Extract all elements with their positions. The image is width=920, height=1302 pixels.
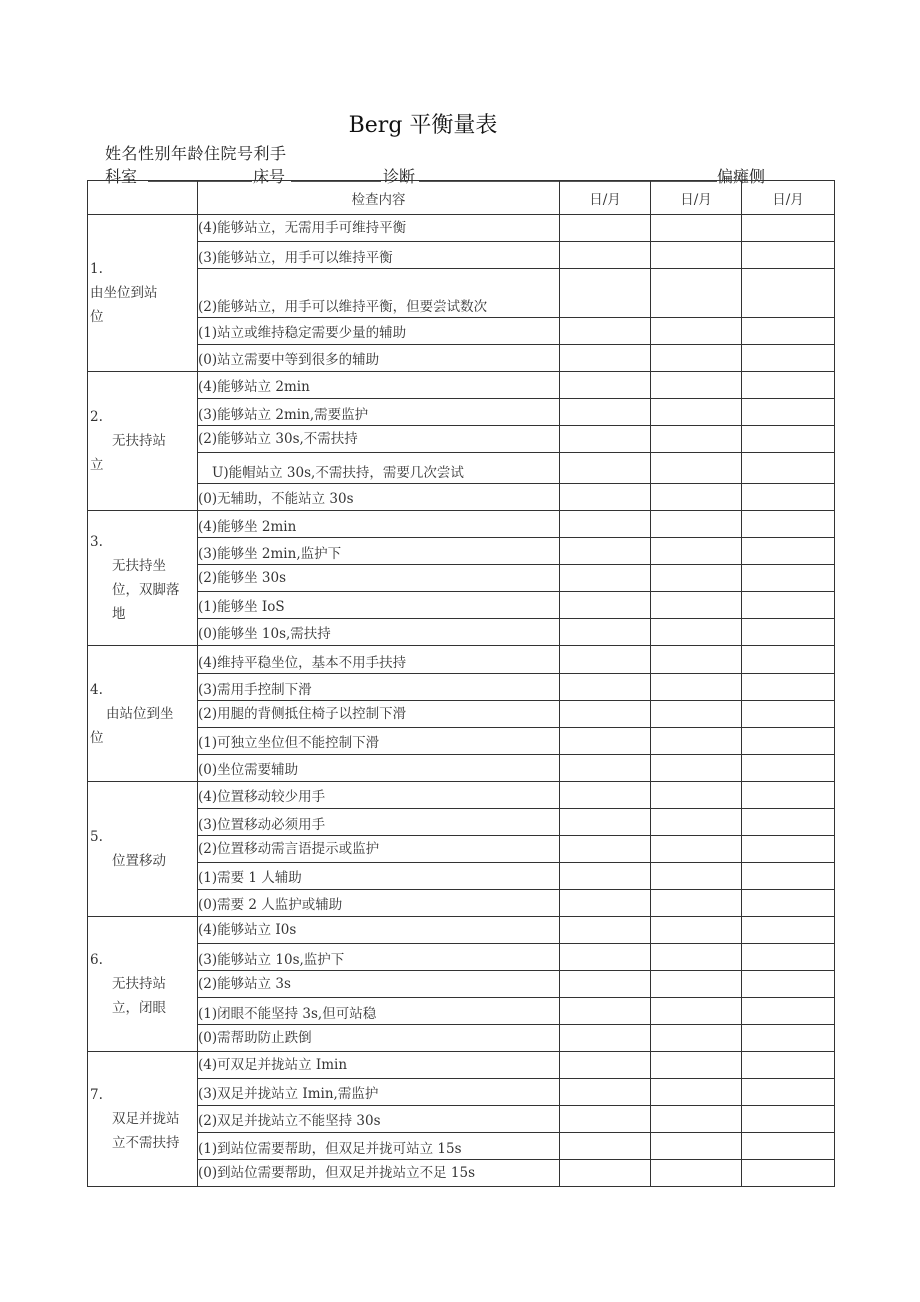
score-cell[interactable]	[742, 345, 835, 372]
table-row	[88, 755, 835, 782]
score-cell[interactable]	[560, 944, 651, 971]
item-text: (0)需帮助防止跌倒	[198, 1025, 560, 1052]
section-name-line: 立	[90, 457, 104, 473]
score-cell[interactable]	[560, 1106, 651, 1133]
score-cell[interactable]	[560, 619, 651, 646]
item-text: (2)位置移动需言语提示或监护	[198, 836, 560, 863]
item-text: (4)位置移动较少用手	[198, 782, 560, 809]
table-row	[88, 592, 835, 619]
score-cell[interactable]	[560, 1133, 651, 1160]
section-7-category	[88, 1052, 198, 1187]
score-cell[interactable]	[651, 538, 742, 565]
score-cell[interactable]	[560, 453, 651, 484]
table-row	[88, 372, 835, 399]
score-cell[interactable]	[560, 1052, 651, 1079]
item-text: (4)维持平稳坐位，基本不用手扶持	[198, 646, 560, 674]
score-cell[interactable]	[742, 619, 835, 646]
section-3-category	[88, 511, 198, 646]
item-text: (2)能够坐 30s	[198, 565, 560, 592]
table-row	[88, 863, 835, 890]
header-date-2: 日/月	[651, 181, 742, 215]
section-number: 6.	[90, 952, 103, 968]
score-cell[interactable]	[742, 426, 835, 453]
score-cell[interactable]	[560, 1025, 651, 1052]
score-cell[interactable]	[742, 701, 835, 728]
score-cell[interactable]	[651, 1025, 742, 1052]
score-cell[interactable]	[651, 809, 742, 836]
score-cell[interactable]	[651, 890, 742, 917]
item-text: (4)能够坐 2min	[198, 511, 560, 538]
score-cell[interactable]	[560, 269, 651, 318]
score-cell[interactable]	[560, 399, 651, 426]
score-cell[interactable]	[651, 453, 742, 484]
score-cell[interactable]	[560, 863, 651, 890]
score-cell[interactable]	[651, 565, 742, 592]
table-row	[88, 944, 835, 971]
header-date-1: 日/月	[560, 181, 651, 215]
section-name-line: 位	[90, 309, 104, 325]
item-text: (3)需用手控制下滑	[198, 674, 560, 701]
score-cell[interactable]	[560, 755, 651, 782]
table-row	[88, 1106, 835, 1133]
header-category-cell	[88, 181, 198, 215]
score-cell[interactable]	[742, 1106, 835, 1133]
score-cell[interactable]	[742, 511, 835, 538]
table-row	[88, 674, 835, 701]
patient-info-line: 姓名性别年龄住院号利手	[105, 144, 287, 163]
score-cell[interactable]	[742, 1079, 835, 1106]
section-name-line: 位	[90, 729, 104, 746]
score-cell[interactable]	[560, 215, 651, 242]
section-name-line: 无扶持站	[112, 976, 166, 992]
section-name-line: 立，闭眼	[112, 1000, 166, 1016]
item-text: (0)到站位需要帮助，但双足并拢站立不足 15s	[198, 1160, 560, 1187]
score-cell[interactable]	[651, 971, 742, 998]
score-cell[interactable]	[742, 944, 835, 971]
bed-label: 床号	[253, 167, 286, 186]
score-cell[interactable]	[742, 565, 835, 592]
score-cell[interactable]	[651, 318, 742, 345]
score-cell[interactable]	[651, 426, 742, 453]
item-text: (1)闭眼不能坚持 3s,但可站稳	[198, 998, 560, 1025]
header-content: 检查内容	[198, 181, 560, 215]
score-cell[interactable]	[560, 971, 651, 998]
score-cell[interactable]	[742, 863, 835, 890]
score-cell[interactable]	[742, 484, 835, 511]
item-text: (4)能够站立 2min	[198, 372, 560, 399]
form-title: Berg 平衡量表	[348, 113, 498, 138]
score-cell[interactable]	[742, 674, 835, 701]
score-cell[interactable]	[560, 728, 651, 755]
section-number: 1.	[90, 261, 103, 277]
section-name-line: 无扶持坐	[112, 558, 166, 574]
table-row	[88, 242, 835, 269]
item-text: (3)能够站立 10s,监护下	[198, 944, 560, 971]
score-cell[interactable]	[651, 399, 742, 426]
score-cell[interactable]	[651, 1133, 742, 1160]
score-cell[interactable]	[742, 318, 835, 345]
section-name-line: 位，双脚落	[112, 582, 180, 598]
score-cell[interactable]	[651, 944, 742, 971]
diagnosis-label: 诊断	[383, 167, 416, 186]
section-6-category	[88, 917, 198, 1052]
section-name-line: 无扶持站	[112, 433, 166, 449]
score-cell[interactable]	[742, 836, 835, 863]
score-cell[interactable]	[651, 484, 742, 511]
score-cell[interactable]	[742, 1025, 835, 1052]
table-row	[88, 1052, 835, 1079]
header-date-3: 日/月	[742, 181, 835, 215]
table-row	[88, 809, 835, 836]
table-row	[88, 1160, 835, 1187]
section-1-category	[88, 215, 198, 372]
item-text: (4)可双足并拢站立 Imin	[198, 1052, 560, 1079]
score-cell[interactable]	[742, 1052, 835, 1079]
score-cell[interactable]	[651, 242, 742, 269]
table-row	[88, 890, 835, 917]
section-name-line: 位置移动	[112, 853, 166, 869]
score-cell[interactable]	[742, 372, 835, 399]
table-row	[88, 782, 835, 809]
section-name-line: 双足并拢站	[112, 1111, 180, 1127]
score-cell[interactable]	[651, 755, 742, 782]
score-cell[interactable]	[651, 1079, 742, 1106]
score-cell[interactable]	[560, 538, 651, 565]
score-cell[interactable]	[742, 453, 835, 484]
item-text: (0)站立需要中等到很多的辅助	[198, 345, 560, 372]
score-cell[interactable]	[742, 592, 835, 619]
item-text: (3)能够站立 2min,需要监护	[198, 399, 560, 426]
score-cell[interactable]	[651, 998, 742, 1025]
item-text: (1)到站位需要帮助，但双足并拢可站立 15s	[198, 1133, 560, 1160]
score-cell[interactable]	[560, 701, 651, 728]
score-cell[interactable]	[742, 998, 835, 1025]
table-row	[88, 453, 835, 484]
table-row	[88, 269, 835, 318]
item-text: (3)位置移动必须用手	[198, 809, 560, 836]
item-text: (2)能够站立 3s	[198, 971, 560, 998]
score-cell[interactable]	[742, 809, 835, 836]
score-cell[interactable]	[742, 269, 835, 318]
table-row	[88, 426, 835, 453]
hemiplegia-label: 偏瘫侧	[717, 167, 766, 186]
table-row	[88, 998, 835, 1025]
item-text: (1)可独立坐位但不能控制下滑	[198, 728, 560, 755]
dept-label: 科室	[105, 167, 138, 186]
item-text: (2)双足并拢站立不能坚持 30s	[198, 1106, 560, 1133]
score-cell[interactable]	[742, 890, 835, 917]
score-cell[interactable]	[560, 646, 651, 674]
score-cell[interactable]	[560, 674, 651, 701]
table-row	[88, 701, 835, 728]
score-cell[interactable]	[651, 836, 742, 863]
table-row	[88, 728, 835, 755]
item-text: (0)坐位需要辅助	[198, 755, 560, 782]
score-cell[interactable]	[651, 619, 742, 646]
score-cell[interactable]	[651, 345, 742, 372]
section-2-category	[88, 372, 198, 511]
score-cell[interactable]	[560, 484, 651, 511]
score-cell[interactable]	[651, 728, 742, 755]
score-cell[interactable]	[651, 269, 742, 318]
score-cell[interactable]	[651, 782, 742, 809]
score-cell[interactable]	[742, 538, 835, 565]
section-number: 2.	[90, 409, 103, 425]
item-text: (4)能够站立，无需用手可维持平衡	[198, 215, 560, 242]
score-cell[interactable]	[742, 782, 835, 809]
table-row	[88, 484, 835, 511]
score-cell[interactable]	[560, 426, 651, 453]
table-row	[88, 215, 835, 242]
section-name-line: 由站位到坐	[106, 705, 174, 722]
section-name-line: 立不需扶持	[112, 1135, 180, 1151]
item-text: (0)需要 2 人监护或辅助	[198, 890, 560, 917]
table-row	[88, 971, 835, 998]
item-text: (2)用腿的背侧抵住椅子以控制下滑	[198, 701, 560, 728]
section-name-line: 地	[112, 606, 126, 622]
score-cell[interactable]	[742, 971, 835, 998]
score-cell[interactable]	[560, 809, 651, 836]
score-cell[interactable]	[651, 674, 742, 701]
table-row	[88, 565, 835, 592]
score-cell[interactable]	[651, 372, 742, 399]
table-row	[88, 1133, 835, 1160]
score-cell[interactable]	[742, 646, 835, 674]
score-cell[interactable]	[742, 1133, 835, 1160]
item-text: (0)无辅助，不能站立 30s	[198, 484, 560, 511]
table-row	[88, 917, 835, 944]
section-name-line: 由坐位到站	[90, 285, 158, 301]
score-cell[interactable]	[651, 1160, 742, 1187]
score-cell[interactable]	[560, 242, 651, 269]
score-cell[interactable]	[560, 782, 651, 809]
section-5-category	[88, 782, 198, 917]
score-cell[interactable]	[560, 592, 651, 619]
item-text: (1)需要 1 人辅助	[198, 863, 560, 890]
table-row	[88, 345, 835, 372]
score-cell[interactable]	[560, 998, 651, 1025]
score-cell[interactable]	[651, 592, 742, 619]
score-cell[interactable]	[651, 646, 742, 674]
score-cell[interactable]	[560, 917, 651, 944]
score-cell[interactable]	[651, 511, 742, 538]
item-text: (1)能够坐 IoS	[198, 592, 560, 619]
table-row	[88, 511, 835, 538]
score-cell[interactable]	[742, 755, 835, 782]
table-header-row	[88, 181, 835, 215]
item-text: (3)双足并拢站立 Imin,需监护	[198, 1079, 560, 1106]
score-cell[interactable]	[651, 917, 742, 944]
score-cell[interactable]	[742, 917, 835, 944]
score-cell[interactable]	[560, 1160, 651, 1187]
table-row	[88, 646, 835, 674]
score-cell[interactable]	[742, 215, 835, 242]
table-row	[88, 836, 835, 863]
score-cell[interactable]	[742, 728, 835, 755]
table-row	[88, 318, 835, 345]
berg-scale-table	[87, 180, 835, 1187]
score-cell[interactable]	[560, 511, 651, 538]
section-number: 4.	[90, 681, 103, 698]
item-text: (1)站立或维持稳定需要少量的辅助	[198, 318, 560, 345]
score-cell[interactable]	[651, 215, 742, 242]
item-text: (3)能够站立，用手可以维持平衡	[198, 242, 560, 269]
table-row	[88, 619, 835, 646]
score-cell[interactable]	[651, 1052, 742, 1079]
table-row	[88, 1025, 835, 1052]
score-cell[interactable]	[560, 836, 651, 863]
score-cell[interactable]	[651, 863, 742, 890]
item-text: (3)能够坐 2min,监护下	[198, 538, 560, 565]
item-text: U)能帽站立 30s,不需扶持，需要几次尝试	[198, 453, 560, 484]
table-row	[88, 1079, 835, 1106]
table-row	[88, 538, 835, 565]
section-number: 7.	[90, 1087, 103, 1103]
score-cell[interactable]	[560, 890, 651, 917]
item-text: (2)能够站立 30s,不需扶持	[198, 426, 560, 453]
score-cell[interactable]	[560, 565, 651, 592]
score-cell[interactable]	[651, 1106, 742, 1133]
score-cell[interactable]	[651, 701, 742, 728]
section-number: 5.	[90, 829, 103, 845]
score-cell[interactable]	[560, 345, 651, 372]
section-number: 3.	[90, 534, 103, 550]
score-cell[interactable]	[560, 1079, 651, 1106]
item-text: (4)能够站立 I0s	[198, 917, 560, 944]
item-text: (0)能够坐 10s,需扶持	[198, 619, 560, 646]
item-text: (2)能够站立，用手可以维持平衡，但要尝试数次	[198, 269, 560, 318]
score-cell[interactable]	[560, 318, 651, 345]
score-cell[interactable]	[742, 399, 835, 426]
score-cell[interactable]	[742, 242, 835, 269]
score-cell[interactable]	[560, 372, 651, 399]
table-row	[88, 399, 835, 426]
score-cell[interactable]	[742, 1160, 835, 1187]
section-4-category	[88, 646, 198, 782]
